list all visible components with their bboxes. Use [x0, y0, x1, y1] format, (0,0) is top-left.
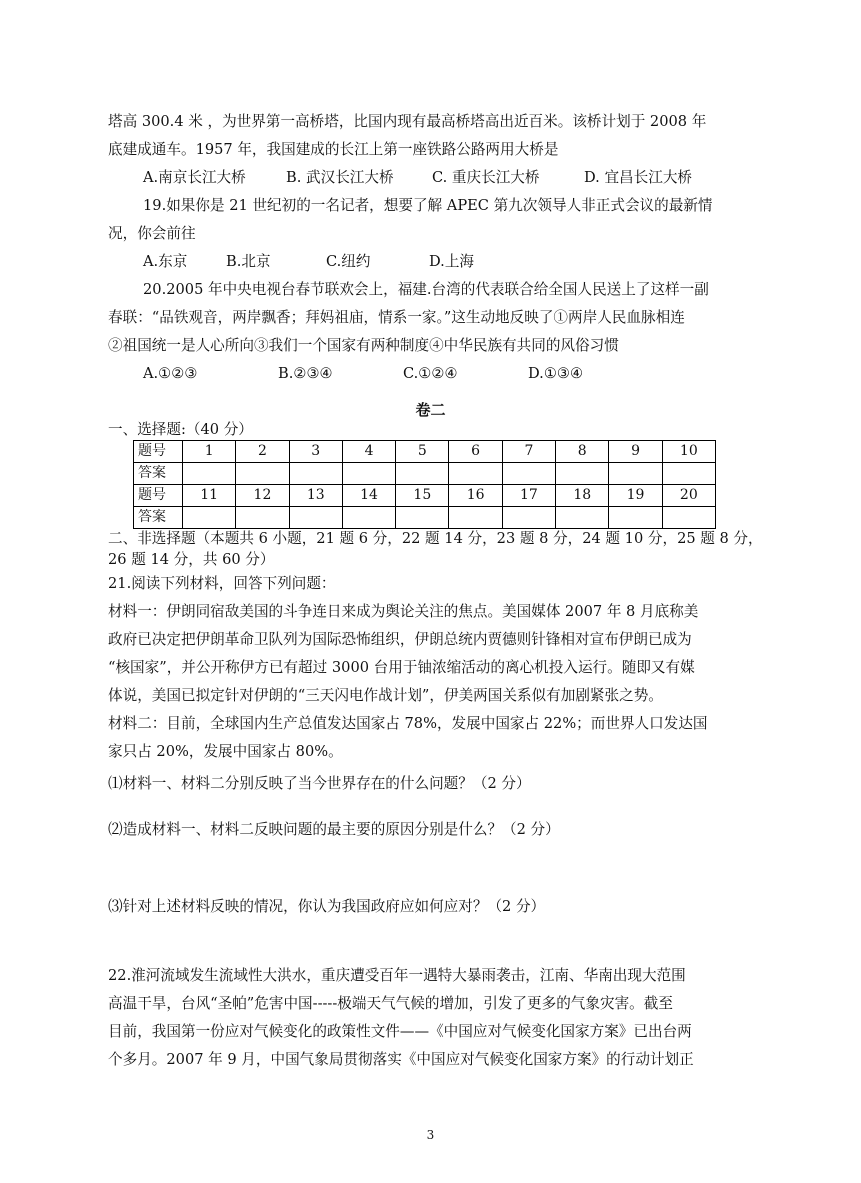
- answer-table: [133, 440, 716, 529]
- text-line: 春联：“品铁观音，两岸飘香；拜妈祖庙，情系一家。”这生动地反映了①两岸人民血脉相连: [108, 309, 685, 326]
- answer-cell[interactable]: [556, 463, 609, 485]
- table-cell: 6: [449, 441, 502, 463]
- table-cell: 11: [183, 485, 236, 507]
- answer-cell[interactable]: [342, 507, 395, 529]
- question-20: 20.2005 年中央电视台春节联欢会上，福建.台湾的代表联合给全国人民送上了这样一副: [143, 281, 709, 298]
- table-cell: 10: [662, 441, 715, 463]
- material-1: 材料一：伊朗同宿敌美国的斗争连日来成为舆论关注的焦点。美国媒体 2007 年 8 月底称美: [108, 603, 699, 620]
- table-cell: 19: [609, 485, 662, 507]
- option-b: B. 武汉长江大桥: [286, 169, 394, 186]
- answer-cell[interactable]: [342, 463, 395, 485]
- answer-cell[interactable]: [396, 463, 449, 485]
- table-cell: 2: [236, 441, 289, 463]
- table-cell: 12: [236, 485, 289, 507]
- answer-cell[interactable]: [236, 507, 289, 529]
- sub-question-2: ⑵造成材料一、材料二反映问题的最主要的原因分别是什么？（2 分）: [108, 821, 560, 838]
- option-a: A.南京长江大桥: [143, 169, 246, 186]
- option-a: A.①②③: [143, 365, 198, 382]
- table-cell: 4: [342, 441, 395, 463]
- answer-cell[interactable]: [449, 507, 502, 529]
- option-c: C.①②④: [403, 365, 458, 382]
- option-d: D. 宜昌长江大桥: [584, 169, 693, 186]
- answer-cell[interactable]: [609, 507, 662, 529]
- answer-cell[interactable]: [502, 507, 555, 529]
- text-line: 况，你会前往: [108, 225, 196, 242]
- answer-cell[interactable]: [662, 463, 715, 485]
- text-line: 个多月。2007 年 9 月，中国气象局贯彻落实《中国应对气候变化国家方案》的行动计划正: [108, 1051, 694, 1068]
- answer-cell[interactable]: [236, 463, 289, 485]
- table-cell: 9: [609, 441, 662, 463]
- table-cell: 20: [662, 485, 715, 507]
- table-row: [134, 463, 716, 485]
- text-line: 家只占 20%，发展中国家占 80%。: [108, 743, 343, 760]
- text-line: 底建成通车。1957 年，我国建成的长江上第一座铁路公路两用大桥是: [108, 141, 559, 158]
- answer-cell[interactable]: [289, 463, 342, 485]
- text-line: ②祖国统一是人心所向③我们一个国家有两种制度④中华民族有共同的风俗习惯: [108, 337, 619, 354]
- table-header-cell: 答案: [134, 463, 183, 485]
- table-cell: 14: [342, 485, 395, 507]
- answer-cell[interactable]: [289, 507, 342, 529]
- option-c: C. 重庆长江大桥: [432, 169, 540, 186]
- option-d: D.上海: [429, 253, 475, 270]
- section-title: 卷二: [415, 401, 446, 419]
- option-b: B.②③④: [278, 365, 333, 382]
- answer-cell[interactable]: [609, 463, 662, 485]
- table-cell: 17: [502, 485, 555, 507]
- answer-cell[interactable]: [183, 507, 236, 529]
- answer-cell[interactable]: [502, 463, 555, 485]
- table-cell: 3: [289, 441, 342, 463]
- table-cell: 15: [396, 485, 449, 507]
- table-cell: 5: [396, 441, 449, 463]
- material-2: 材料二：目前，全球国内生产总值发达国家占 78%，发展中国家占 22%；而世界人口发达国: [108, 715, 708, 732]
- table-cell: 13: [289, 485, 342, 507]
- table-header-cell: 答案: [134, 507, 183, 529]
- part2-heading: 二、非选择题（本题共 6 小题，21 题 6 分，22 题 14 分，23 题 8 分，24 题 10 分，25 题 8 分，: [108, 530, 763, 547]
- text-line: “核国家”，并公开称伊方已有超过 3000 台用于铀浓缩活动的离心机投入运行。随即又有媒: [108, 659, 695, 676]
- option-a: A.东京: [143, 253, 188, 270]
- answer-cell[interactable]: [183, 463, 236, 485]
- table-cell: 7: [502, 441, 555, 463]
- table-cell: 1: [183, 441, 236, 463]
- table-header-cell: 题号: [134, 441, 183, 463]
- table-header-cell: 题号: [134, 485, 183, 507]
- table-cell: 8: [556, 441, 609, 463]
- answer-cell[interactable]: [662, 507, 715, 529]
- part1-heading: 一、选择题:（40 分）: [108, 421, 253, 438]
- option-c: C.纽约: [326, 253, 371, 270]
- table-row: [134, 485, 716, 507]
- question-22: 22.淮河流域发生流域性大洪水，重庆遭受百年一遇特大暴雨袭击，江南、华南出现大范围: [108, 967, 686, 984]
- question-19: 19.如果你是 21 世纪初的一名记者，想要了解 APEC 第九次领导人非正式会议的最新情: [143, 197, 713, 214]
- table-cell: 16: [449, 485, 502, 507]
- page-number: 3: [426, 1128, 435, 1142]
- answer-cell[interactable]: [556, 507, 609, 529]
- text-line: 高温干旱，台风“圣帕”危害中国-----极端天气气候的增加，引发了更多的气象灾害。截至: [108, 995, 673, 1012]
- answer-cell[interactable]: [396, 507, 449, 529]
- text-line: 政府已决定把伊朗革命卫队列为国际恐怖组织，伊朗总统内贾德则针锋相对宣布伊朗已成为: [108, 631, 692, 648]
- option-d: D.①③④: [528, 365, 584, 382]
- text-line: 目前，我国第一份应对气候变化的政策性文件——《中国应对气候变化国家方案》已出台两: [108, 1023, 692, 1040]
- sub-question-3: ⑶针对上述材料反映的情况，你认为我国政府应如何应对？（2 分）: [108, 898, 546, 915]
- table-cell: 18: [556, 485, 609, 507]
- text-line: 体说，美国已拟定针对伊朗的“三天闪电作战计划”，伊美两国关系似有加剧紧张之势。: [108, 687, 663, 704]
- answer-cell[interactable]: [449, 463, 502, 485]
- table-row: [134, 441, 716, 463]
- question-21: 21.阅读下列材料，回答下列问题：: [108, 575, 336, 592]
- text-line: 塔高 300.4 米 ，为世界第一高桥塔，比国内现有最高桥塔高出近百米。该桥计划于 2008 年: [108, 113, 707, 130]
- sub-question-1: ⑴材料一、材料二分别反映了当今世界存在的什么问题？（2 分）: [108, 775, 531, 792]
- part2-heading-cont: 26 题 14 分，共 60 分）: [108, 551, 275, 568]
- option-b: B.北京: [226, 253, 271, 270]
- table-row: [134, 507, 716, 529]
